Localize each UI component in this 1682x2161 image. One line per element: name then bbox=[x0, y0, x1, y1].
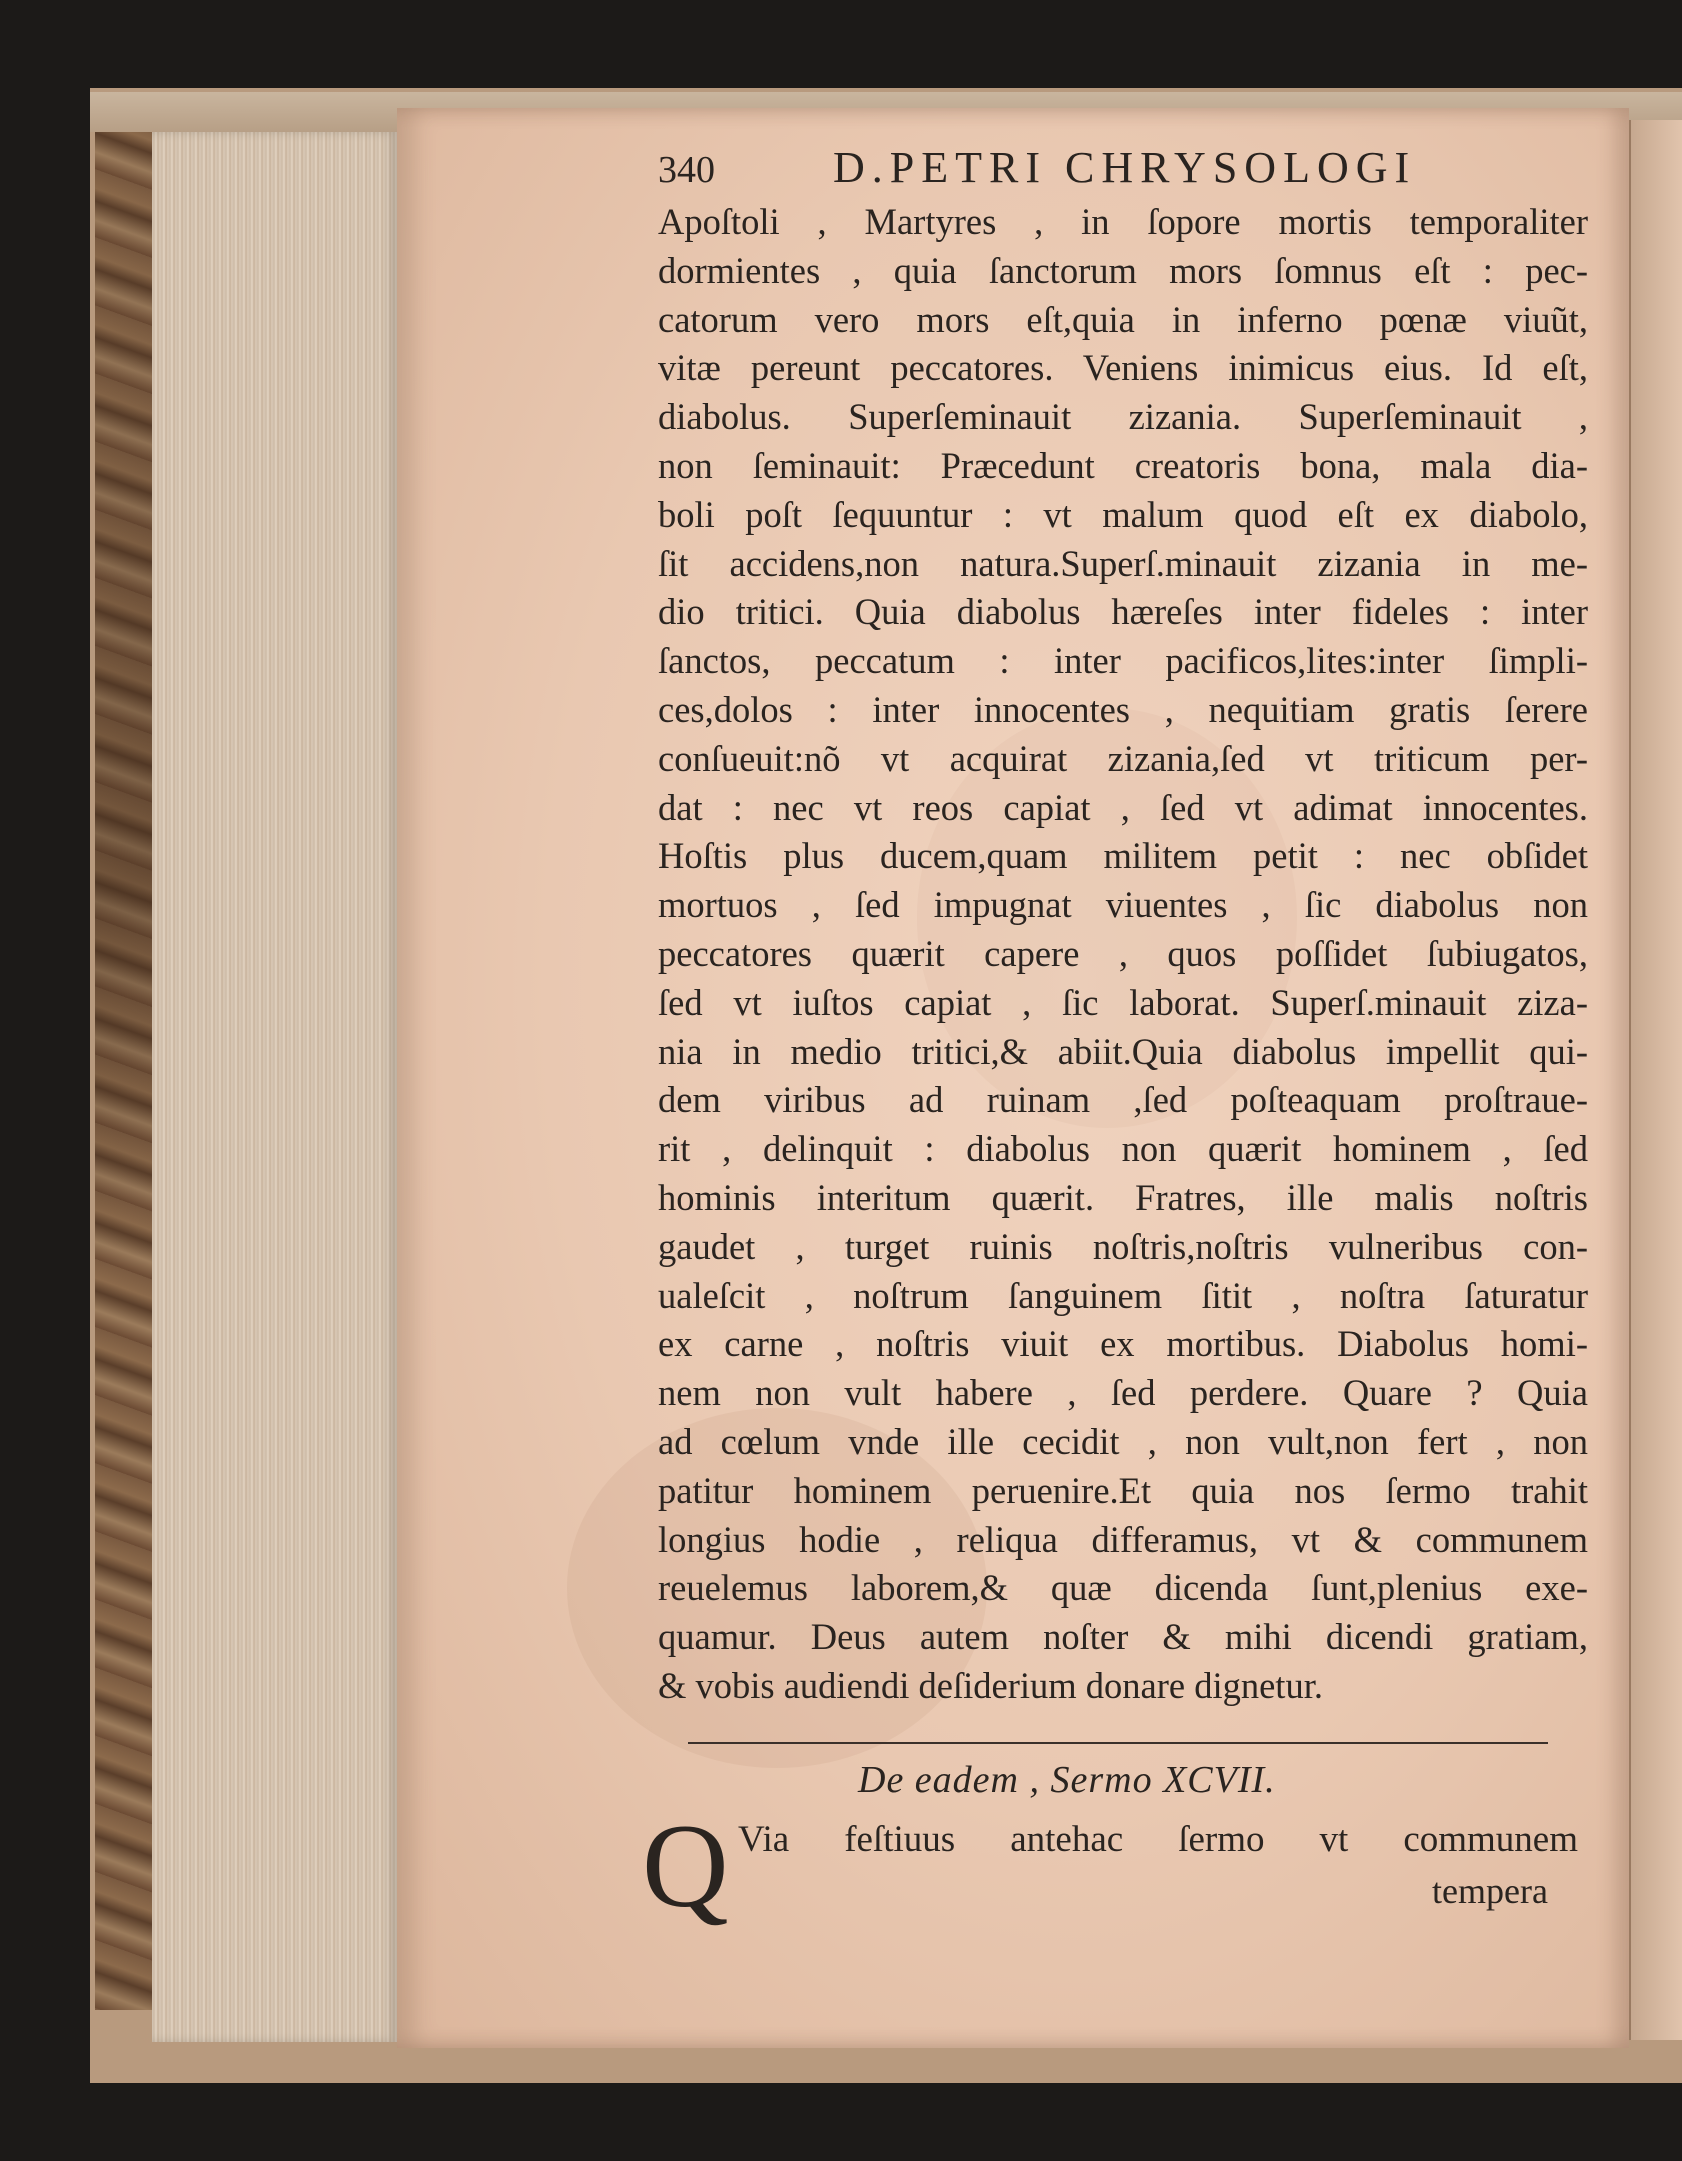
text-line: ex carne , noſtris viuit ex mortibus. Diabolus homi- bbox=[658, 1323, 1588, 1365]
text-line: nem non vult habere , ſed perdere. Quare ? Quia bbox=[658, 1372, 1588, 1414]
text-line: Apoſtoli , Martyres , in ſopore mortis temporaliter bbox=[658, 201, 1588, 242]
page-stack-edge bbox=[152, 132, 397, 2042]
text-line: vitæ pereunt peccatores. Veniens inimicus eius. Id eſt, bbox=[658, 347, 1588, 389]
text-line: & vobis audiendi deſiderium donare dignetur. bbox=[658, 1664, 1323, 1706]
catchword: tempera bbox=[1432, 1871, 1548, 1911]
text-line: dem viribus ad ruinam ,ſed poſteaquam proſtraue- bbox=[658, 1079, 1588, 1121]
text-line: conſueuit:nõ vt acquirat zizania,ſed vt triticum per- bbox=[658, 737, 1588, 779]
text-line: nia in medio tritici,& abiit.Quia diabolus impellit qui- bbox=[658, 1030, 1588, 1072]
body-text bbox=[658, 198, 1588, 1711]
text-line: boli poſt ſequuntur : vt malum quod eſt ex diabolo, bbox=[658, 493, 1588, 535]
text-line: gaudet , turget ruinis noſtris,noſtris vulneribus con- bbox=[658, 1225, 1588, 1267]
text-line: dormientes , quia ſanctorum mors ſomnus eſt : pec- bbox=[658, 249, 1588, 291]
facing-page-edge bbox=[1629, 120, 1682, 2040]
drop-cap: Q bbox=[642, 1799, 729, 1932]
page-number: 340 bbox=[658, 149, 715, 191]
text-line: diabolus. Superſeminauit zizania. Superſeminauit , bbox=[658, 396, 1588, 438]
text-line: ces,dolos : inter innocentes , nequitiam gratis ſerere bbox=[658, 688, 1588, 730]
text-line: ualeſcit , noſtrum ſanguinem ſitit , noſtra ſaturatur bbox=[658, 1274, 1588, 1316]
text-line: ſit accidens,non natura.Superſ.minauit zizania in me- bbox=[658, 542, 1588, 584]
text-line: patitur hominem peruenire.Et quia nos ſermo trahit bbox=[658, 1469, 1588, 1511]
text-line: quamur. Deus autem noſter & mihi dicendi gratiam, bbox=[658, 1616, 1588, 1658]
section-divider bbox=[688, 1742, 1548, 1744]
text-line: ad cœlum vnde ille cecidit , non vult,non fert , non bbox=[658, 1420, 1588, 1462]
text-line: catorum vero mors eſt,quia in inferno pœnæ viuũt, bbox=[658, 298, 1588, 340]
text-line: hominis interitum quærit. Fratres, ille malis noſtris bbox=[658, 1176, 1588, 1218]
text-line: peccatores quærit capere , quos poſſidet ſubiugatos, bbox=[658, 932, 1588, 974]
sermon-first-line: Via feſtiuus antehac ſermo vt communem bbox=[738, 1819, 1578, 1860]
text-line: mortuos , ſed impugnat viuentes , ſic diabolus non bbox=[658, 884, 1588, 926]
text-line: reuelemus laborem,& quæ dicenda ſunt,plenius exe- bbox=[658, 1567, 1588, 1609]
running-header bbox=[658, 142, 1588, 198]
text-line: Hoſtis plus ducem,quam militem petit : nec obſidet bbox=[658, 835, 1588, 877]
text-line: longius hodie , reliqua differamus, vt & communem bbox=[658, 1518, 1588, 1560]
text-line: rit , delinquit : diabolus non quærit hominem , ſed bbox=[658, 1128, 1588, 1170]
text-line: non ſeminauit: Præcedunt creatoris bona, mala dia- bbox=[658, 444, 1588, 486]
text-line: dat : nec vt reos capiat , ſed vt adimat innocentes. bbox=[658, 786, 1588, 828]
text-line: ſanctos, peccatum : inter pacificos,lites:inter ſimpli- bbox=[658, 640, 1588, 682]
running-title: D.PETRI CHRYSOLOGI bbox=[833, 143, 1417, 192]
text-line: ſed vt iuſtos capiat , ſic laborat. Superſ.minauit ziza- bbox=[658, 981, 1588, 1023]
text-line: dio tritici. Quia diabolus hæreſes inter fideles : inter bbox=[658, 591, 1588, 633]
sermon-title: De eadem , Sermo XCVII. bbox=[858, 1759, 1276, 1801]
